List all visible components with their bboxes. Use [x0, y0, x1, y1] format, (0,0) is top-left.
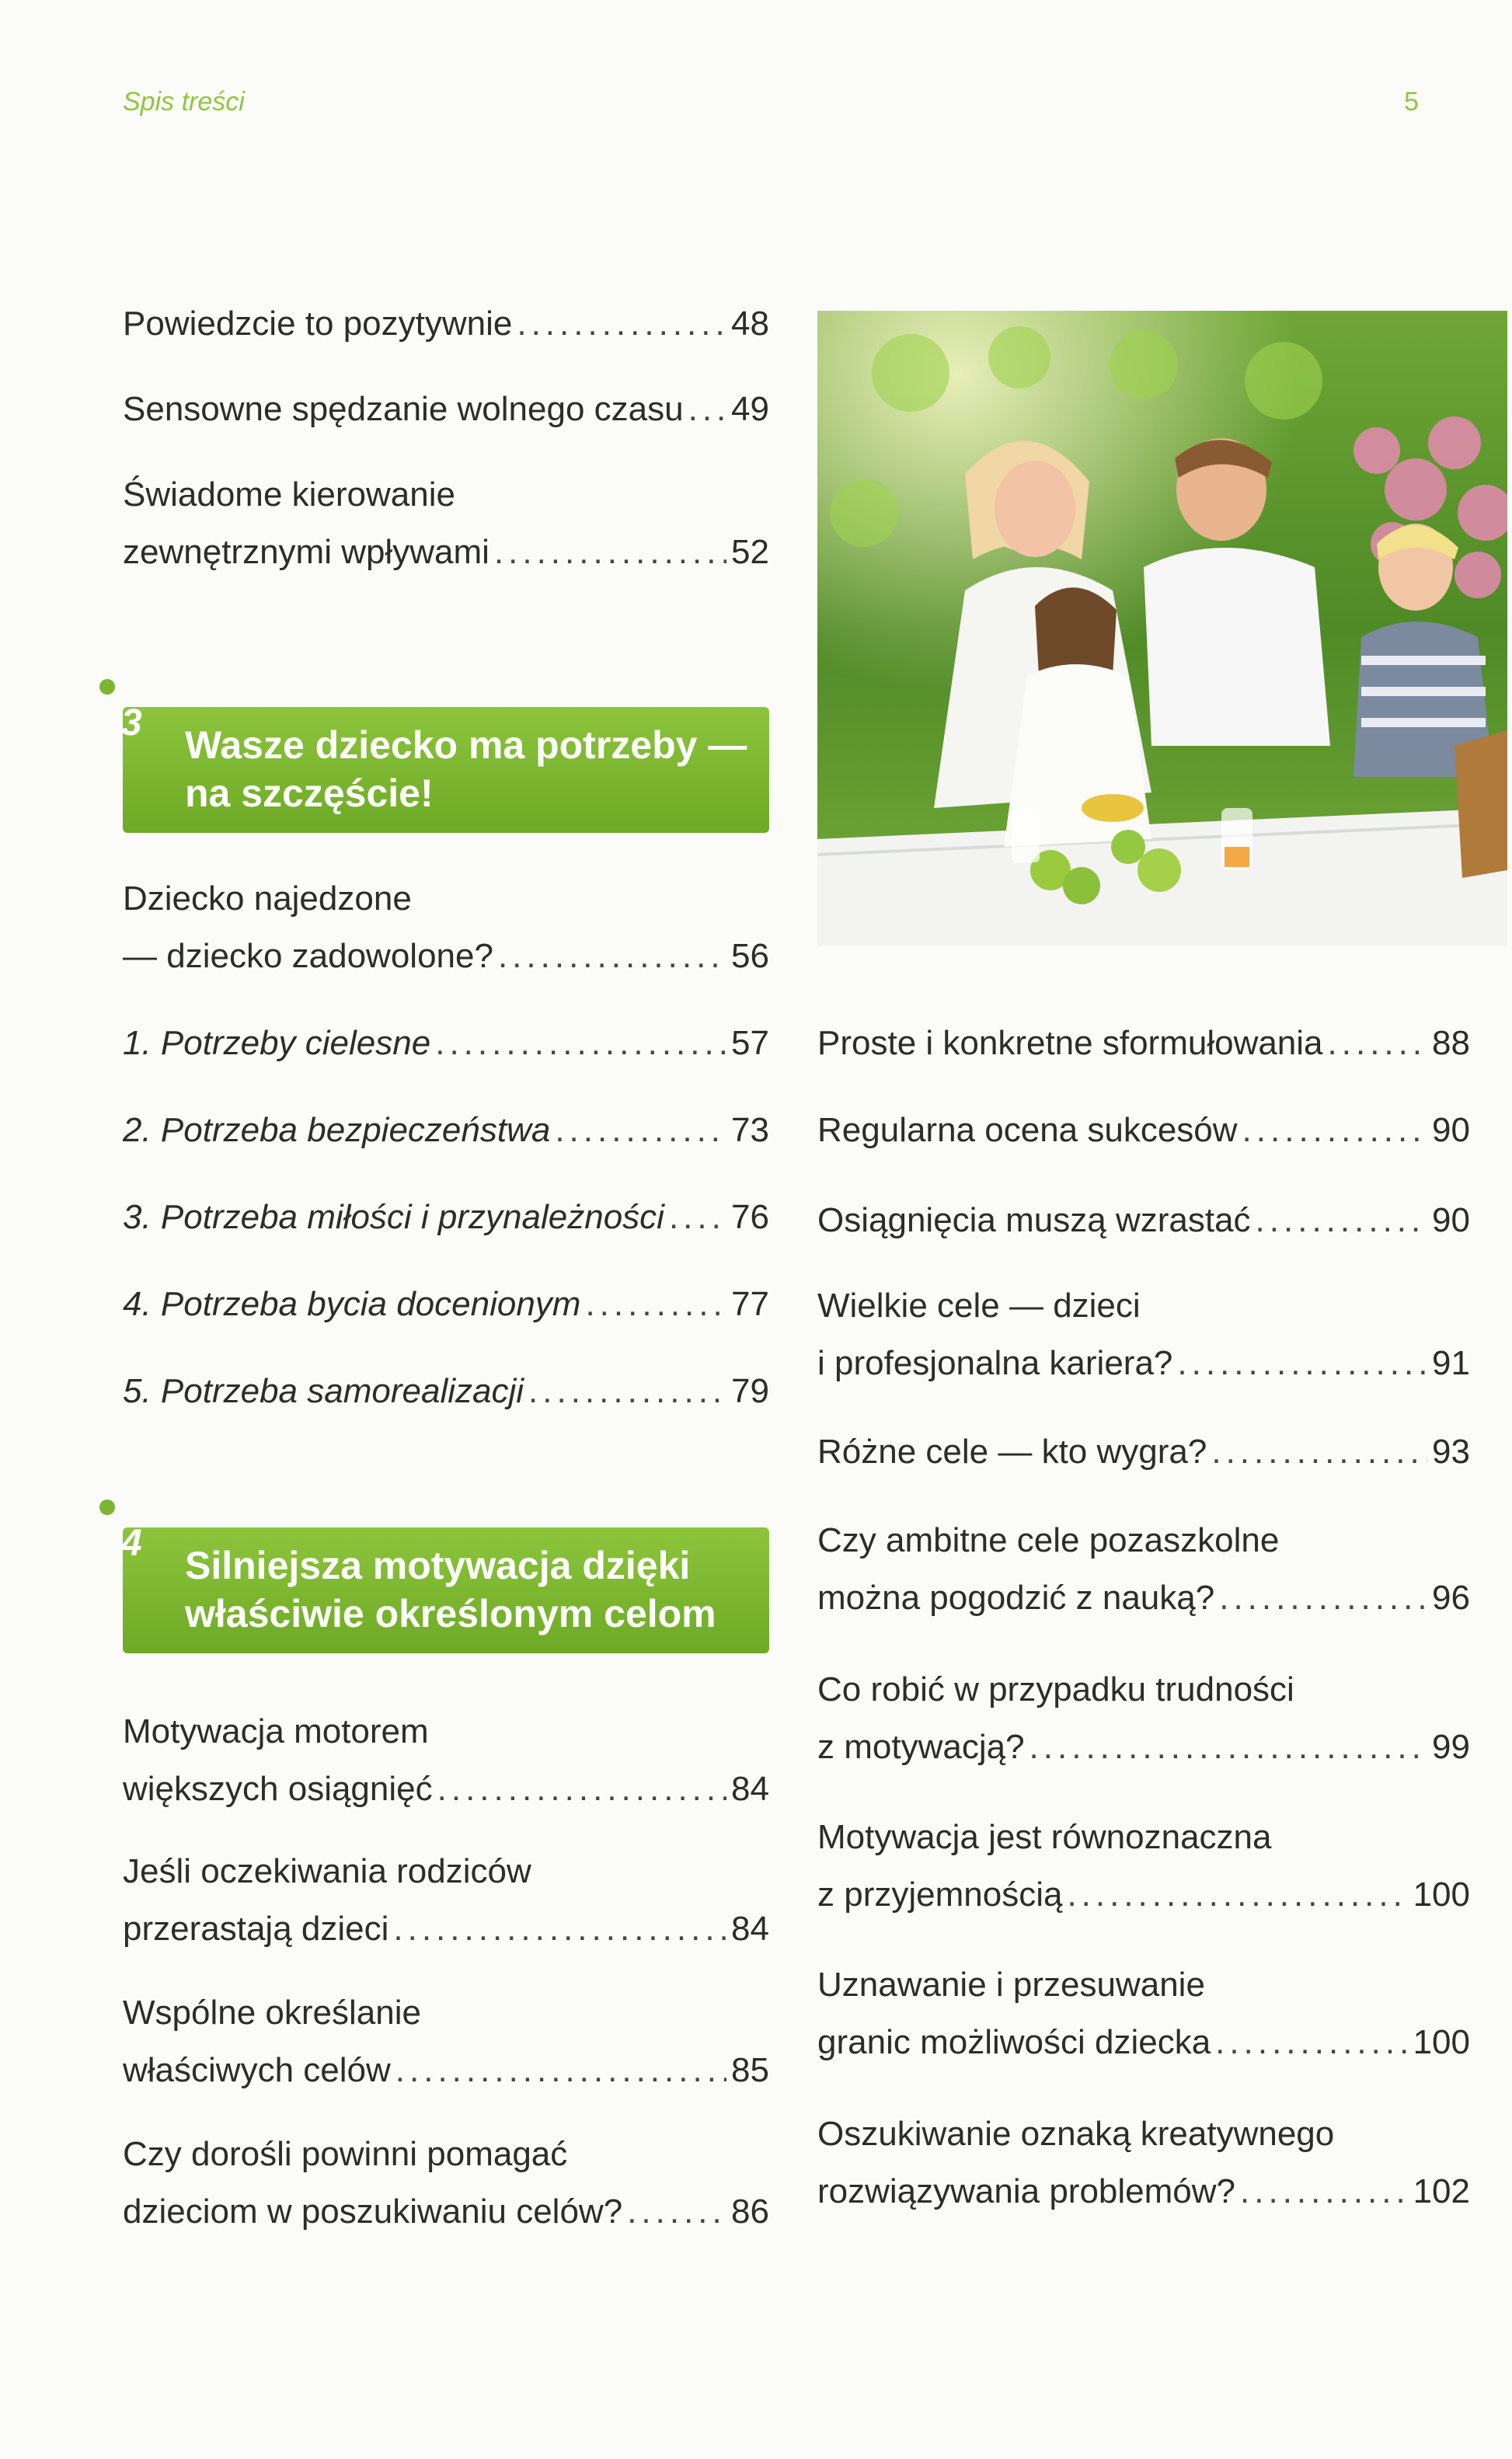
- chapter-number: 4: [121, 1523, 142, 1564]
- chapter-number: 3: [121, 702, 142, 744]
- toc-entry[interactable]: 2. Potrzeba bezpieczeństwa ..... 73: [123, 1102, 769, 1159]
- toc-entry[interactable]: Czy ambitne cele pozaszkolne można pogodzić z nauką? ..... 96: [817, 1512, 1470, 1627]
- toc-page-number: 86: [731, 2193, 769, 2231]
- page-header: [123, 87, 1465, 134]
- chapter-4-banner[interactable]: [121, 1523, 769, 1653]
- toc-entry[interactable]: Wielkie cele — dzieci i profesjonalna kariera? ..... 91: [817, 1277, 1470, 1392]
- toc-entry[interactable]: Co robić w przypadku trudności z motywacją? ..... 99: [817, 1661, 1470, 1776]
- toc-entry[interactable]: Motywacja jest równoznaczna z przyjemnością ..... 100: [817, 1809, 1470, 1924]
- toc-page-number: 84: [731, 1910, 769, 1948]
- toc-entry[interactable]: Jeśli oczekiwania rodziców przerastają dzieci ..... 84: [123, 1843, 769, 1958]
- toc-page-number: 99: [1432, 1728, 1470, 1766]
- toc-entry[interactable]: Uznawanie i przesuwanie granic możliwości dziecka ..... 100: [817, 1956, 1470, 2071]
- toc-entry[interactable]: 4. Potrzeba bycia docenionym ..... 77: [123, 1276, 769, 1333]
- toc-entry[interactable]: Czy dorośli powinni pomagać dzieciom w poszukiwaniu celów? ..... 86: [123, 2126, 769, 2241]
- toc-page-number: 96: [1432, 1579, 1470, 1617]
- toc-entry[interactable]: Powiedzcie to pozytywnie ..... 48: [123, 295, 769, 353]
- toc-page-number: 100: [1413, 1876, 1470, 1914]
- family-picnic-photo: [817, 311, 1507, 946]
- toc-entry[interactable]: 5. Potrzeba samorealizacji ..... 79: [123, 1363, 769, 1420]
- chapter-title: Silniejsza motywacja dzięki właściwie określonym celom: [185, 1544, 716, 1635]
- toc-page-number: 91: [1432, 1344, 1470, 1382]
- toc-entry[interactable]: Proste i konkretne sformułowania ..... 88: [817, 1015, 1470, 1072]
- toc-page-number: 57: [731, 1024, 769, 1062]
- toc-entry[interactable]: 1. Potrzeby cielesne ..... 57: [123, 1015, 769, 1072]
- toc-page-number: 49: [731, 390, 769, 428]
- toc-page-number: 102: [1413, 2172, 1470, 2210]
- running-title: Spis treści: [123, 87, 245, 117]
- toc-entry[interactable]: Regularna ocena sukcesów ..... 90: [817, 1102, 1470, 1159]
- toc-page-number: 56: [731, 937, 769, 975]
- bullet-icon: [99, 1499, 115, 1515]
- toc-page-number: 100: [1413, 2023, 1470, 2061]
- family-picnic-illustration: [817, 311, 1507, 946]
- toc-page-number: 52: [731, 533, 769, 571]
- toc-page-number: 84: [731, 1770, 769, 1808]
- bullet-icon: [99, 679, 115, 695]
- toc-entry[interactable]: Dziecko najedzone — dziecko zadowolone? ..... 56: [123, 870, 769, 985]
- toc-page-number: 93: [1432, 1433, 1470, 1471]
- toc-page-number: 85: [731, 2051, 769, 2089]
- toc-entry[interactable]: Motywacja motorem większych osiągnięć ..... 84: [123, 1703, 769, 1818]
- toc-entry[interactable]: Oszukiwanie oznaką kreatywnego rozwiązywania problemów? ..... 102: [817, 2105, 1470, 2220]
- toc-entry[interactable]: Osiągnięcia muszą wzrastać ..... 90: [817, 1192, 1470, 1249]
- page-number: 5: [1404, 87, 1419, 117]
- chapter-3-banner[interactable]: [121, 702, 769, 833]
- toc-page-number: 48: [731, 305, 769, 343]
- toc-page-number: 90: [1432, 1111, 1470, 1149]
- toc-entry[interactable]: Wspólne określanie właściwych celów ..... 85: [123, 1984, 769, 2099]
- toc-entry[interactable]: Różne cele — kto wygra? ..... 93: [817, 1423, 1470, 1481]
- chapter-title: Wasze dziecko ma potrzeby — na szczęście!: [185, 723, 747, 815]
- toc-page-number: 90: [1432, 1201, 1470, 1239]
- toc-entry[interactable]: Sensowne spędzanie wolnego czasu ..... 49: [123, 381, 769, 438]
- toc-page-number: 76: [731, 1198, 769, 1236]
- toc-page-number: 79: [731, 1372, 769, 1410]
- toc-page-number: 73: [731, 1111, 769, 1149]
- toc-page-number: 77: [731, 1285, 769, 1323]
- toc-entry[interactable]: 3. Potrzeba miłości i przynależności ..... 76: [123, 1189, 769, 1246]
- toc-entry[interactable]: Świadome kierowanie zewnętrznymi wpływami ..... 52: [123, 466, 769, 581]
- toc-page-number: 88: [1432, 1024, 1470, 1062]
